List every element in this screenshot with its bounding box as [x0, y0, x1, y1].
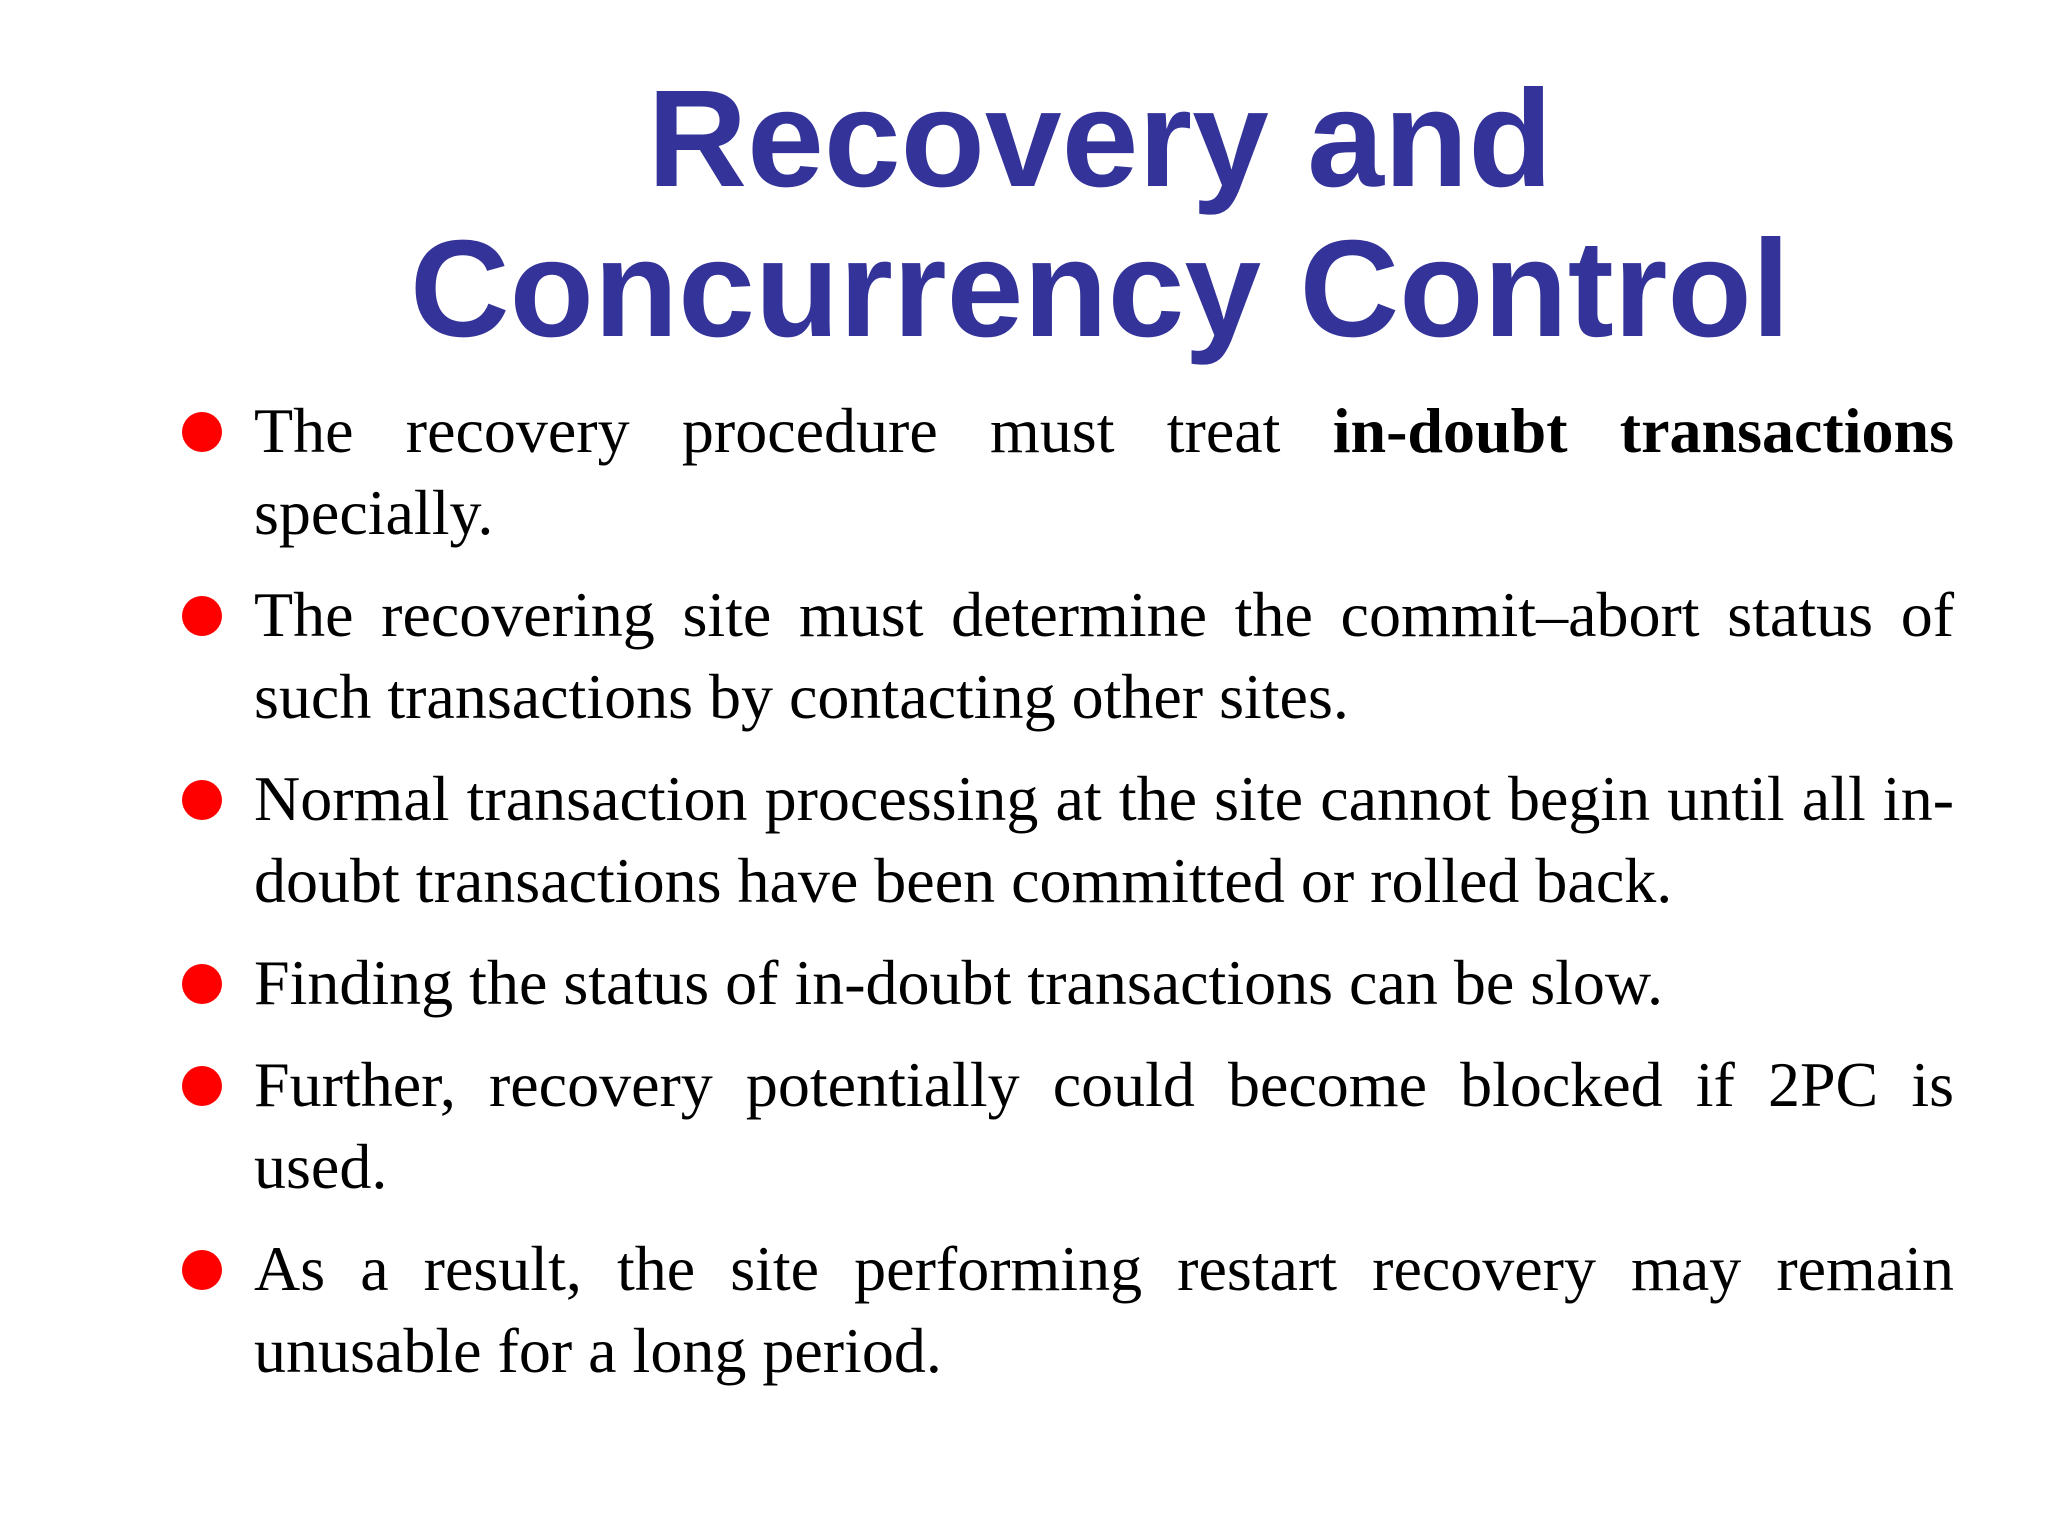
- bullet-text: [254, 758, 1954, 922]
- bullet-text-pre: Finding the status of in-doubt transactions can be slow.: [254, 947, 1663, 1018]
- bullet-text-pre: As a result, the site performing restart recovery may remain unusable for a long period.: [254, 1233, 1954, 1386]
- bullet-text: [254, 942, 1954, 1024]
- bullet-text-pre: Normal transaction processing at the site cannot begin until all in-doubt transactions have been committed or rolled back.: [254, 763, 1954, 916]
- bullet-list: [0, 390, 2048, 1412]
- bullet-text: [254, 1044, 1954, 1208]
- title-line-1: Recovery and: [647, 62, 1553, 216]
- bullet-text-pre: The recovery procedure must treat: [254, 395, 1333, 466]
- bullet-dot-icon: [182, 964, 222, 1004]
- bullet-text: [254, 1228, 1954, 1392]
- bullet-text-pre: The recovering site must determine the commit–abort status of such transactions by contacting other sites.: [254, 579, 1954, 732]
- bullet-dot-icon: [182, 1250, 222, 1290]
- bullet-text: [254, 390, 1954, 554]
- bullet-item-4: [0, 942, 2048, 1024]
- bullet-dot-icon: [182, 596, 222, 636]
- bullet-text: [254, 574, 1954, 738]
- bullet-dot-icon: [182, 1066, 222, 1106]
- bullet-item-1: [0, 390, 2048, 554]
- bullet-text-post: specially.: [254, 477, 494, 548]
- bullet-text-bold: in-doubt transactions: [1332, 395, 1955, 466]
- bullet-dot-icon: [182, 780, 222, 820]
- bullet-item-5: [0, 1044, 2048, 1208]
- bullet-item-2: [0, 574, 2048, 738]
- bullet-item-3: [0, 758, 2048, 922]
- bullet-text-pre: Further, recovery potentially could become blocked if 2PC is used.: [254, 1049, 1954, 1202]
- title-line-2: Concurrency Control: [409, 212, 1791, 366]
- bullet-dot-icon: [182, 412, 222, 452]
- bullet-item-6: [0, 1228, 2048, 1392]
- slide-title: [300, 64, 1900, 364]
